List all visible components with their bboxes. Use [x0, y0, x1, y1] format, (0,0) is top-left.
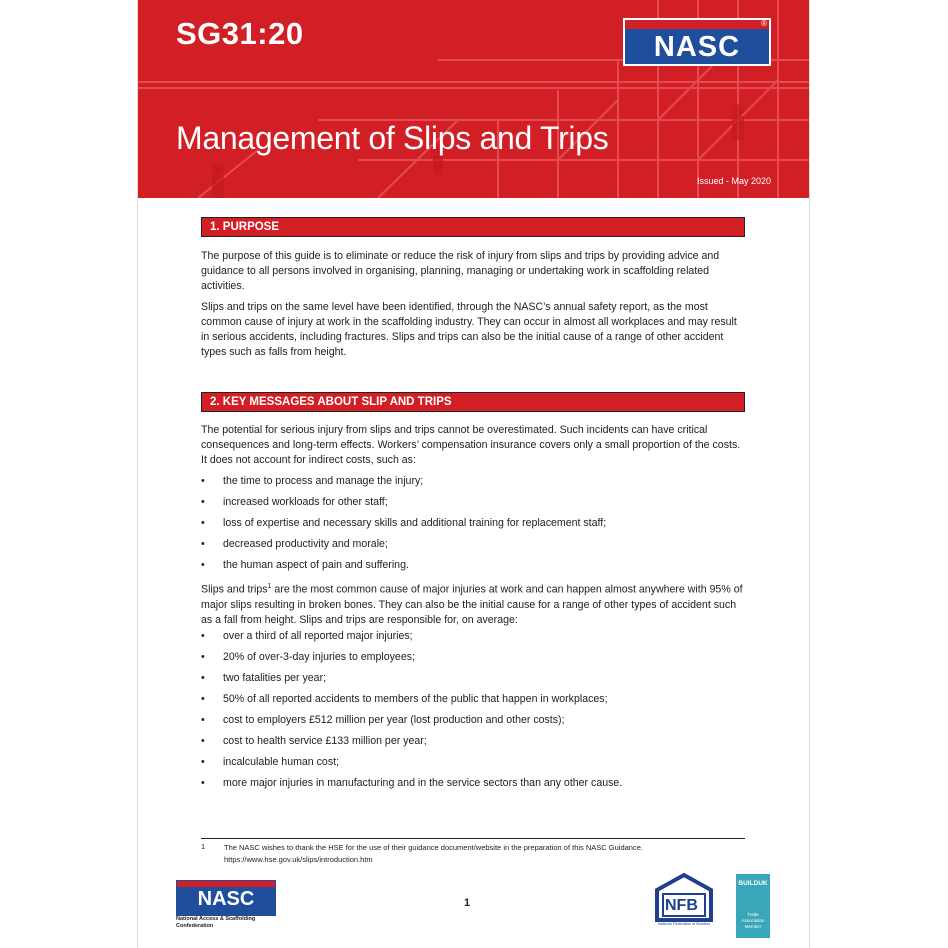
bullet-icon: • — [201, 475, 205, 487]
logo-stripe — [625, 20, 769, 29]
footer-logo-text: NASC — [197, 888, 255, 910]
build-uk-subtitle: Trade Association Member — [741, 912, 765, 929]
footnote-text — [224, 842, 744, 866]
key-messages-intro: The potential for serious injury from slips and trips cannot be overestimated. Such incidents can have critical consequences and long-term effects. Workers’ compensation insurance covers only a small proportion of the costs. It does not account for indirect costs, such as: — [201, 424, 741, 466]
document-title: Management of Slips and Trips — [176, 120, 609, 156]
footnote-link[interactable]: https://www.hse.gov.uk/slips/introduction.htm — [224, 855, 373, 864]
footnote-divider — [201, 838, 745, 839]
nasc-logo — [623, 18, 771, 66]
document-page: SG31:20 NASC ® Management of Slips and Trips Issued - May 2020 1. PURPOSE The purpose of this guide is to eliminate or reduce the risk of injury from slips and trips by providing advice and guidance to all persons involved in organising, planning, managing or undertaking work in scaffolding related activities. Slips and trips on the same level have been identified, through the NASC’s annual safety report, as the most common cause of injury at work in the scaffolding industry. They can occur in almost all workplaces and may result in serious accidents, including fractures. Slips and trips can also be the initial cause of a range of other accident types such as falls from height. 2. KEY MESSAGES ABOUT SLIP AND TRIPS The potential for serious injury from slips and trips cannot be overestimated. Such incidents can have critical consequences and long-term effects. Workers’ compensation insurance covers only a small proportion of the costs. It does not account for indirect costs, such as: • the time to process and manage the injury; • increased workloads for other staff; • loss of expertise and necessary skills and additional training for replacement staff; • decreased productivity and morale; • the human aspect of pain and suffering. Slips and trips$^1$ are the most common cause of major injuries at work and can happen almost anywhere with 95% of major slips resulting in broken bones. They can also be the initial cause for a range of other types of accident such as a fall from height. Slips and trips are responsible for, on average: • over a third of all reported major injuries; • 20% of over-3-day injuries to employees; • two fatalities per year; • 50% of all reported accidents to members of the public that happen in workplaces; • cost to employers £512 million per year (lost production and other costs); • cost to health service £133 million per year; • incalculable human cost; • more major injuries in manufacturing and in the service sectors than any other cause. 1 The NASC wishes to thank the HSE for the use of their guidance document/website in the preparation of this NASC Guidance. https://www.hse.gov.uk/slips/introduction.htm NASC National Access & Scaffolding Confederation 1 NFB National Federation of Builders BUILDUK Trade Association Member — [138, 0, 809, 948]
footer-nasc-logo — [176, 880, 276, 916]
nfb-logo-text: NFB — [665, 897, 698, 914]
purpose-paragraph-2: Slips and trips on the same level have been identified, through the NASC’s annual safety report, as the most common cause of injury at work in the scaffolding industry. They can occur in almost all workplaces and may result in serious accidents, including fractures. Slips and trips can also be the initial cause of a range of other accident types such as falls from height. — [201, 301, 737, 358]
bullet-icon: • — [201, 735, 205, 747]
build-uk-text: BUILDUK — [738, 880, 768, 887]
nasc-logo-text: NASC — [653, 31, 741, 63]
bullet-icon: • — [201, 714, 205, 726]
bullet-icon: • — [201, 756, 205, 768]
bullet-icon: • — [201, 672, 205, 684]
footer-logo-subtitle: National Access & Scaffolding Confederation — [176, 916, 256, 929]
document-code: SG31:20 — [176, 16, 304, 51]
nfb-logo-subtitle: National Federation of Builders — [657, 922, 711, 926]
nfb-logo — [653, 872, 715, 930]
logo-stripe — [177, 881, 275, 887]
bullet-icon: • — [201, 559, 205, 571]
footnote-line-1: The NASC wishes to thank the HSE for the use of their guidance document/website in the preparation of this NASC Guidance. — [224, 843, 643, 852]
section-heading-purpose: 1. PURPOSE — [201, 217, 745, 237]
footnote-number: 1 — [201, 842, 206, 851]
key-messages-paragraph-2: Slips and trips$^1$ are the most common cause of major injuries at work and can happen almost anywhere with 95% of major slips resulting in broken bones. They can also be the initial cause for a range of other types of accident such as a fall from height. Slips and trips are responsible for, on average: — [201, 583, 743, 626]
section-heading-key-messages: 2. KEY MESSAGES ABOUT SLIP AND TRIPS — [201, 392, 745, 412]
bullet-icon: • — [201, 538, 205, 550]
header-banner — [138, 0, 809, 198]
bullet-icon: • — [201, 693, 205, 705]
footnote-reference: 1 — [267, 583, 272, 590]
bullet-icon: • — [201, 517, 205, 529]
bullet-icon: • — [201, 496, 205, 508]
registered-mark: ® — [761, 19, 767, 28]
purpose-paragraph-1: The purpose of this guide is to eliminate or reduce the risk of injury from slips and trips by providing advice and guidance to all persons involved in organising, planning, managing or undertaking work in scaffolding related activities. — [201, 250, 720, 292]
bullet-icon: • — [201, 651, 205, 663]
issued-date: Issued - May 2020 — [696, 176, 771, 186]
bullet-icon: • — [201, 777, 205, 789]
bullet-icon: • — [201, 630, 205, 642]
page-number: 1 — [464, 897, 471, 909]
build-uk-badge — [736, 874, 770, 938]
